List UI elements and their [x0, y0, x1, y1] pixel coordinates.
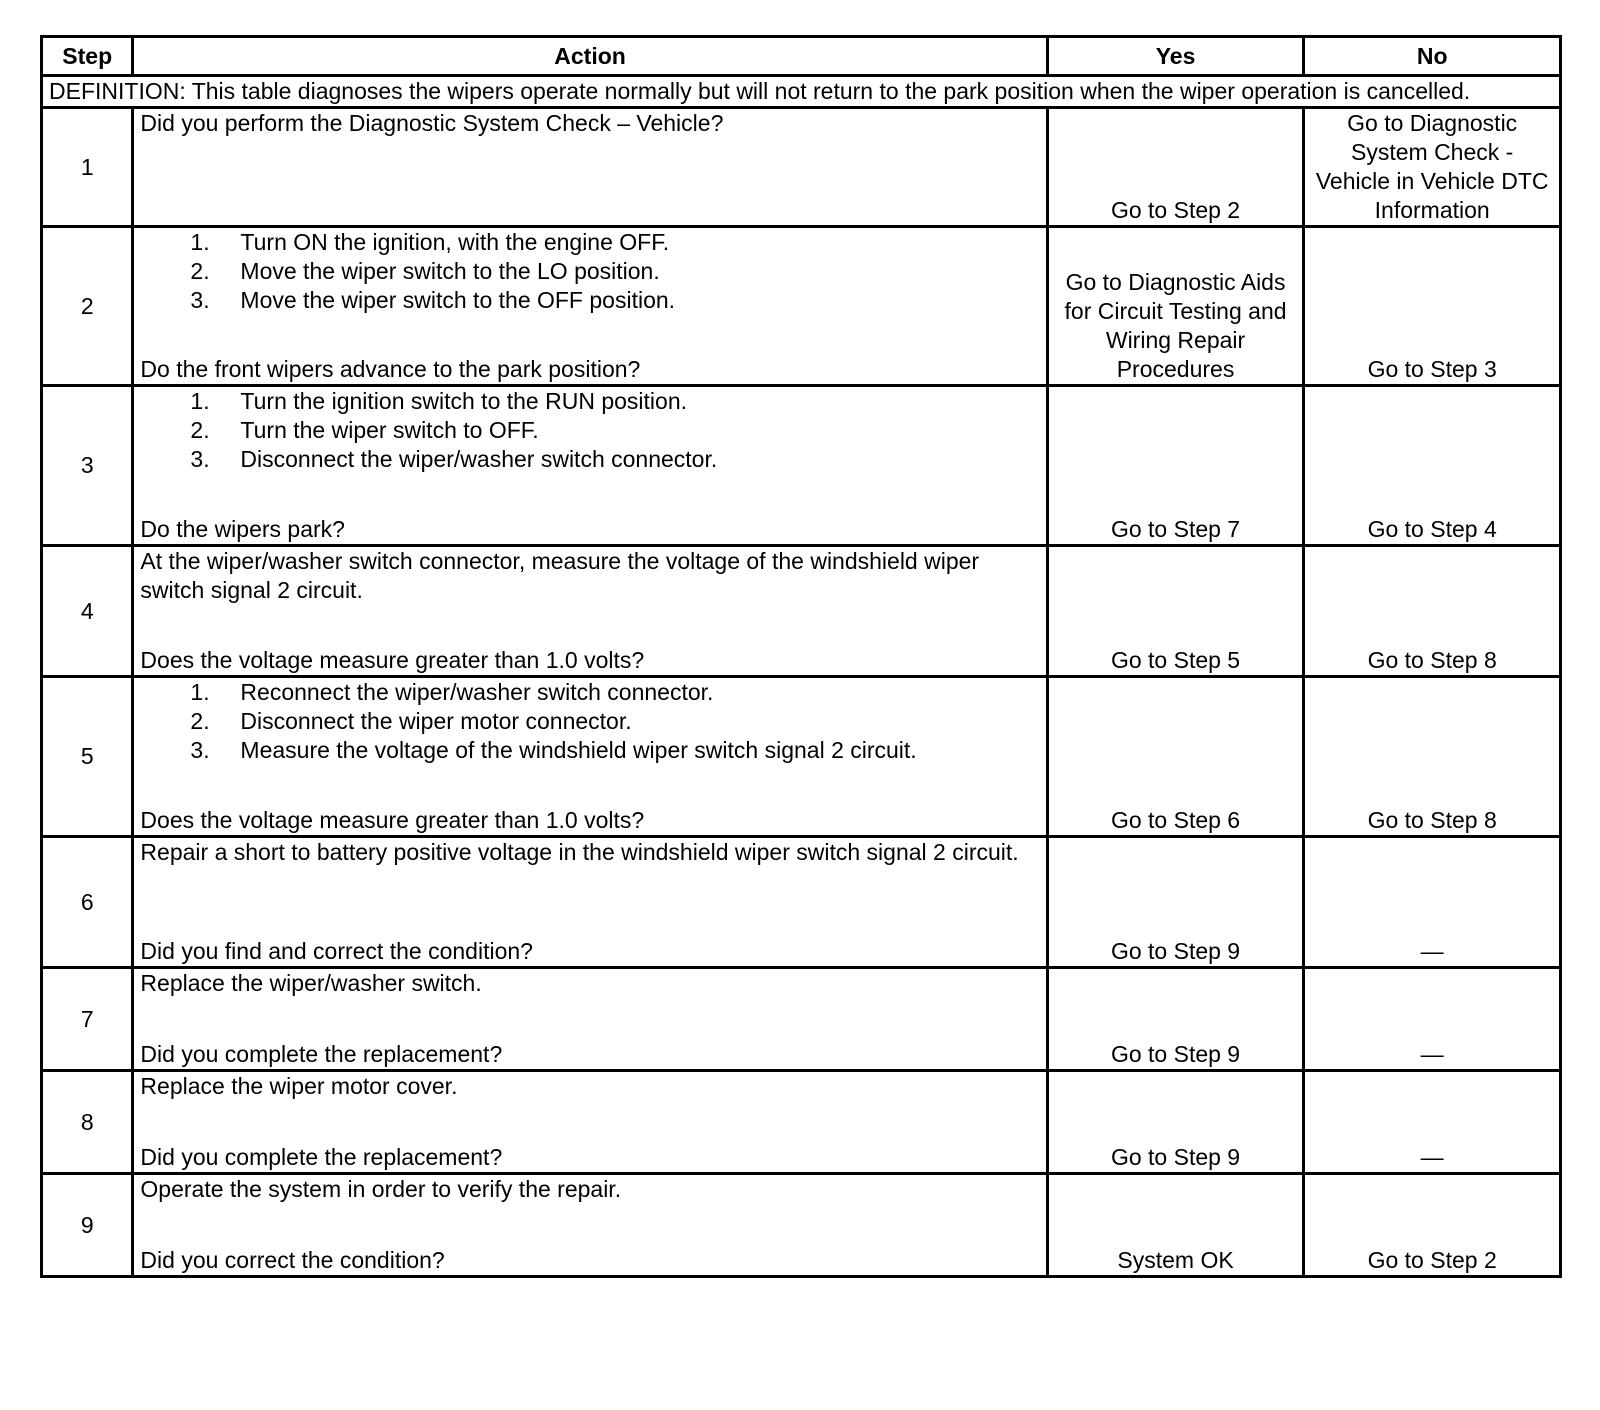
list-item: 1. Turn the ignition switch to the RUN position. — [190, 388, 688, 414]
no-cell: — — [1304, 837, 1561, 968]
action-list — [140, 228, 1039, 315]
yes-cell: Go to Step 5 — [1047, 546, 1304, 677]
action-question: Does the voltage measure greater than 1.0 volts? — [140, 647, 645, 673]
step-number: 4 — [42, 546, 133, 677]
action-cell — [133, 108, 1047, 227]
step-number: 5 — [42, 677, 133, 837]
step-number: 7 — [42, 968, 133, 1071]
action-question: Do the front wipers advance to the park position? — [140, 356, 641, 382]
action-question: Did you find and correct the condition? — [140, 938, 533, 964]
no-cell: Go to Step 3 — [1304, 227, 1561, 386]
no-cell: Go to Step 2 — [1304, 1174, 1561, 1277]
step-number: 1 — [42, 108, 133, 227]
step-number: 8 — [42, 1071, 133, 1174]
table-row — [42, 677, 1561, 837]
yes-cell: Go to Step 9 — [1047, 1071, 1304, 1174]
step-number: 2 — [42, 227, 133, 386]
list-item: 1. Reconnect the wiper/washer switch connector. — [190, 679, 714, 705]
action-list — [140, 387, 1039, 474]
action-cell — [133, 546, 1047, 677]
header-no: No — [1304, 37, 1561, 76]
yes-cell: Go to Diagnostic Aids for Circuit Testing and Wiring Repair Procedures — [1047, 227, 1304, 386]
table-row — [42, 108, 1561, 227]
action-cell — [133, 1071, 1047, 1174]
table-header-row — [42, 37, 1561, 76]
action-question: Do the wipers park? — [140, 516, 345, 542]
action-cell — [133, 968, 1047, 1071]
yes-cell: Go to Step 6 — [1047, 677, 1304, 837]
yes-cell: System OK — [1047, 1174, 1304, 1277]
action-cell — [133, 386, 1047, 546]
action-text: Did you perform the Diagnostic System Check – Vehicle? — [140, 110, 724, 136]
no-cell: Go to Step 8 — [1304, 546, 1561, 677]
step-number: 6 — [42, 837, 133, 968]
action-cell — [133, 837, 1047, 968]
action-text: Repair a short to battery positive voltage in the windshield wiper switch signal 2 circuit. — [140, 839, 1019, 865]
yes-cell: Go to Step 9 — [1047, 968, 1304, 1071]
table-row — [42, 546, 1561, 677]
no-cell: — — [1304, 1071, 1561, 1174]
table-row — [42, 1174, 1561, 1277]
header-action: Action — [133, 37, 1047, 76]
action-text: At the wiper/washer switch connector, measure the voltage of the windshield wiper switch signal 2 circuit. — [140, 548, 980, 603]
list-item: 3. Disconnect the wiper/washer switch connector. — [190, 446, 718, 472]
no-cell: Go to Step 8 — [1304, 677, 1561, 837]
action-question: Did you complete the replacement? — [140, 1144, 503, 1170]
table-row — [42, 386, 1561, 546]
action-text: Operate the system in order to verify the repair. — [140, 1176, 622, 1202]
header-yes: Yes — [1047, 37, 1304, 76]
action-cell — [133, 1174, 1047, 1277]
list-item: 2. Move the wiper switch to the LO position. — [190, 258, 660, 284]
action-text: Replace the wiper motor cover. — [140, 1073, 458, 1099]
action-question: Did you correct the condition? — [140, 1247, 445, 1273]
table-row — [42, 837, 1561, 968]
table-row — [42, 1071, 1561, 1174]
definition-row — [42, 76, 1561, 108]
definition-text: DEFINITION: This table diagnoses the wipers operate normally but will not return to the park position when the wiper operation is cancelled. — [42, 76, 1561, 108]
yes-cell: Go to Step 7 — [1047, 386, 1304, 546]
action-cell — [133, 677, 1047, 837]
header-step: Step — [42, 37, 133, 76]
list-item: 2. Turn the wiper switch to OFF. — [190, 417, 539, 443]
step-number: 3 — [42, 386, 133, 546]
table-row — [42, 227, 1561, 386]
list-item: 3. Move the wiper switch to the OFF position. — [190, 287, 676, 313]
yes-cell: Go to Step 2 — [1047, 108, 1304, 227]
action-question: Did you complete the replacement? — [140, 1041, 503, 1067]
table-row — [42, 968, 1561, 1071]
diagnostic-table — [40, 35, 1562, 1278]
action-text: Replace the wiper/washer switch. — [140, 970, 482, 996]
list-item: 1. Turn ON the ignition, with the engine OFF. — [190, 229, 670, 255]
action-list — [140, 678, 1039, 765]
no-cell: Go to Diagnostic System Check - Vehicle in Vehicle DTC Information — [1304, 108, 1561, 227]
action-cell — [133, 227, 1047, 386]
action-question: Does the voltage measure greater than 1.0 volts? — [140, 807, 645, 833]
yes-cell: Go to Step 9 — [1047, 837, 1304, 968]
list-item: 2. Disconnect the wiper motor connector. — [190, 708, 632, 734]
step-number: 9 — [42, 1174, 133, 1277]
no-cell: — — [1304, 968, 1561, 1071]
no-cell: Go to Step 4 — [1304, 386, 1561, 546]
list-item: 3. Measure the voltage of the windshield wiper switch signal 2 circuit. — [190, 737, 917, 763]
